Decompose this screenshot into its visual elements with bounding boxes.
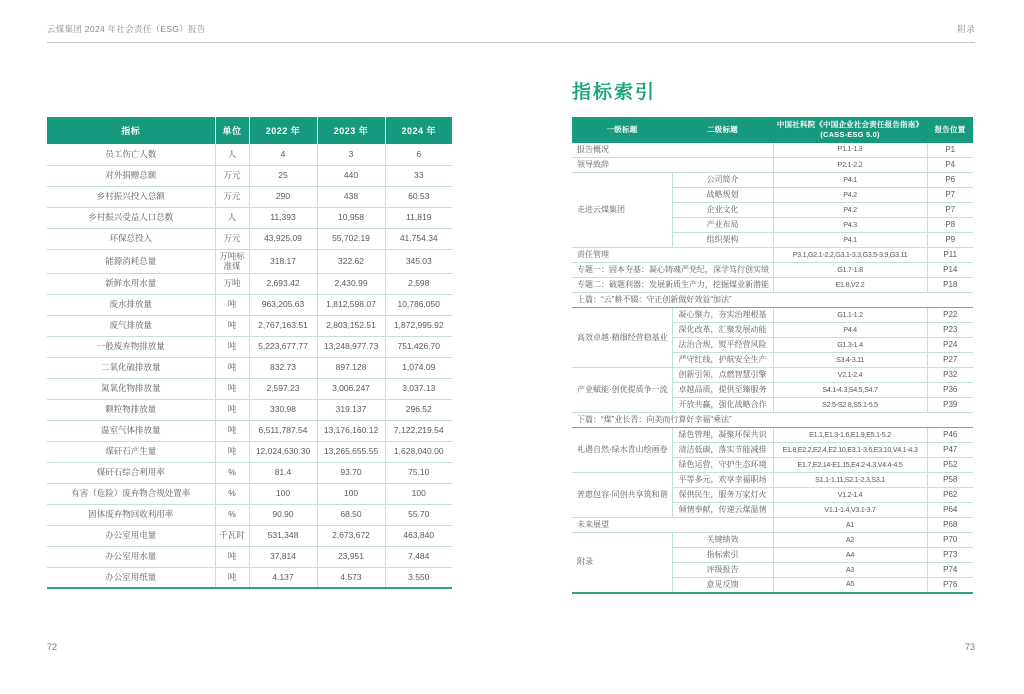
value-cell: 6: [385, 144, 452, 165]
value-cell: 4.573: [317, 567, 385, 588]
level2-title-cell: 凝心聚力，夯实治理根基: [672, 308, 773, 323]
value-cell: 7,484: [385, 546, 452, 567]
value-cell: 100: [317, 483, 385, 504]
value-cell: 2,598: [385, 273, 452, 294]
value-cell: 322.62: [317, 249, 385, 273]
value-cell: 296.52: [385, 399, 452, 420]
level2-title-cell: 清洁低碳，落实节能减排: [672, 443, 773, 458]
value-cell: 5,223,677.77: [249, 336, 317, 357]
table-row: [47, 273, 452, 294]
indicator-index-table: [572, 117, 973, 594]
level2-title-cell: 产业布局: [672, 218, 773, 233]
value-cell: 2,430.99: [317, 273, 385, 294]
value-cell: 1,074.09: [385, 357, 452, 378]
value-cell: 3.550: [385, 567, 452, 588]
cass-index-cell: P1.1-1.3: [773, 143, 927, 158]
table-row: [572, 533, 973, 548]
value-cell: 13,176,160.12: [317, 420, 385, 441]
cass-index-cell: P4.2: [773, 188, 927, 203]
value-cell: 43,925.09: [249, 228, 317, 249]
value-cell: 3: [317, 144, 385, 165]
report-location-cell: P27: [927, 353, 973, 368]
level2-title-cell: 法治合规，熨平经营风险: [672, 338, 773, 353]
unit-cell: %: [215, 483, 249, 504]
unit-cell: 万元: [215, 228, 249, 249]
value-cell: 1,872,995.92: [385, 315, 452, 336]
table-row: [47, 315, 452, 336]
level2-title-cell: 关键绩效: [672, 533, 773, 548]
table-row: [572, 473, 973, 488]
table-row: [572, 263, 973, 278]
unit-cell: 吨: [215, 546, 249, 567]
level1-title-cell: 责任管理: [572, 248, 773, 263]
value-cell: 345.03: [385, 249, 452, 273]
table-row: [47, 525, 452, 546]
report-location-cell: P14: [927, 263, 973, 278]
value-cell: 12,024,630.30: [249, 441, 317, 462]
table-row: [47, 546, 452, 567]
indicator-cell: 温室气体排放量: [47, 420, 215, 441]
value-cell: 2,673,672: [317, 525, 385, 546]
level2-title-cell: 平等多元，欢享幸福职场: [672, 473, 773, 488]
value-cell: 963,205.63: [249, 294, 317, 315]
level2-title-cell: 评级报告: [672, 563, 773, 578]
report-location-cell: P68: [927, 518, 973, 533]
column-header-level1: 一级标题: [572, 117, 672, 143]
indicator-cell: 能源消耗总量: [47, 249, 215, 273]
level2-title-cell: 卓越品质，提供至臻服务: [672, 383, 773, 398]
unit-cell: 吨: [215, 399, 249, 420]
indicator-cell: 办公室用电量: [47, 525, 215, 546]
header-row: [572, 117, 973, 143]
value-cell: 440: [317, 165, 385, 186]
value-cell: 11,819: [385, 207, 452, 228]
level2-title-cell: 倾情奉献，传递云煤温情: [672, 503, 773, 518]
value-cell: 6,511,787.54: [249, 420, 317, 441]
page-number-left: 72: [47, 642, 58, 652]
table-row: [47, 357, 452, 378]
value-cell: 2,693.42: [249, 273, 317, 294]
report-location-cell: P4: [927, 158, 973, 173]
cass-index-cell: A1: [773, 518, 927, 533]
value-cell: 463,840: [385, 525, 452, 546]
page-number-right: 73: [964, 642, 975, 652]
table-row: [47, 462, 452, 483]
header-row: [47, 117, 452, 144]
table-row: [47, 186, 452, 207]
value-cell: 55.70: [385, 504, 452, 525]
report-location-cell: P58: [927, 473, 973, 488]
table-row: [47, 567, 452, 588]
unit-cell: 人: [215, 144, 249, 165]
value-cell: 2,767,163.51: [249, 315, 317, 336]
cass-header-line2: (CASS-ESG 5.0): [820, 129, 880, 139]
column-header-2024: 2024 年: [385, 117, 452, 144]
value-cell: 37,814: [249, 546, 317, 567]
report-location-cell: P74: [927, 563, 973, 578]
section-divider-row: [572, 293, 973, 308]
level1-title-cell: 普惠包容·同创共享筑和谐: [572, 473, 672, 518]
unit-cell: 吨: [215, 378, 249, 399]
indicator-cell: 废水排放量: [47, 294, 215, 315]
index-table-body: [572, 143, 973, 593]
value-cell: 68.50: [317, 504, 385, 525]
report-location-cell: P62: [927, 488, 973, 503]
cass-index-cell: A5: [773, 578, 927, 593]
value-cell: 438: [317, 186, 385, 207]
table-row: [572, 158, 973, 173]
cass-index-cell: S3.4-3.11: [773, 353, 927, 368]
report-location-cell: P18: [927, 278, 973, 293]
value-cell: 3,006.247: [317, 378, 385, 399]
level1-title-cell: 报告概况: [572, 143, 773, 158]
indicator-cell: 二氧化硫排放量: [47, 357, 215, 378]
page-title: 指标索引: [572, 82, 657, 103]
report-location-cell: P1: [927, 143, 973, 158]
indicator-cell: 乡村振兴投入总额: [47, 186, 215, 207]
value-cell: 330.98: [249, 399, 317, 420]
report-location-cell: P7: [927, 188, 973, 203]
value-cell: 81.4: [249, 462, 317, 483]
table-row: [572, 173, 973, 188]
table-row: [47, 144, 452, 165]
cass-index-cell: A4: [773, 548, 927, 563]
value-cell: 531,348: [249, 525, 317, 546]
level1-title-cell: 走进云煤集团: [572, 173, 672, 248]
report-location-cell: P46: [927, 428, 973, 443]
indicator-cell: 废气排放量: [47, 315, 215, 336]
table-row: [47, 207, 452, 228]
cass-index-cell: V1.1-1.4,V3.1-3.7: [773, 503, 927, 518]
level2-title-cell: 保供民生，服务万家灯火: [672, 488, 773, 503]
report-location-cell: P8: [927, 218, 973, 233]
level1-title-cell: 产业赋能·创优提质争一流: [572, 368, 672, 413]
unit-cell: 吨: [215, 294, 249, 315]
indicator-cell: 新鲜水用水量: [47, 273, 215, 294]
cass-index-cell: G1.3-1.4: [773, 338, 927, 353]
value-cell: 7,122,219.54: [385, 420, 452, 441]
value-cell: 1,628,040.00: [385, 441, 452, 462]
level2-title-cell: 绿色管理，凝聚环保共识: [672, 428, 773, 443]
kpi-table-body: [47, 144, 452, 588]
indicator-cell: 乡村振兴受益人口总数: [47, 207, 215, 228]
section-divider-cell: 上篇：“云”耕不辍：守正创新做好效益“加法”: [572, 293, 973, 308]
indicator-cell: 有害（危险）废弃物合规处置率: [47, 483, 215, 504]
report-location-cell: P39: [927, 398, 973, 413]
column-header-indicator: 指标: [47, 117, 215, 144]
indicator-cell: 对外捐赠总额: [47, 165, 215, 186]
column-header-location: 报告位置: [927, 117, 973, 143]
unit-cell: %: [215, 504, 249, 525]
level1-title-cell: 未来展望: [572, 518, 773, 533]
unit-cell: 万吨: [215, 273, 249, 294]
cass-index-cell: P4.2: [773, 203, 927, 218]
report-location-cell: P52: [927, 458, 973, 473]
level2-title-cell: 指标索引: [672, 548, 773, 563]
unit-cell: %: [215, 462, 249, 483]
table-row: [47, 378, 452, 399]
value-cell: 13,265,655.55: [317, 441, 385, 462]
cass-index-cell: S2.5-S2.8,S5.1-5.5: [773, 398, 927, 413]
value-cell: 319.137: [317, 399, 385, 420]
cass-index-cell: S1.1-1.11,S2.1-2.3,S3.1: [773, 473, 927, 488]
column-header-cass: [773, 117, 927, 143]
table-row: [47, 504, 452, 525]
table-row: [47, 249, 452, 273]
value-cell: 318.17: [249, 249, 317, 273]
level1-title-cell: 专题一：固本夯基：凝心铸魂严党纪，深学笃行创实绩: [572, 263, 773, 278]
report-location-cell: P73: [927, 548, 973, 563]
unit-cell: 吨: [215, 420, 249, 441]
cass-index-cell: P4.1: [773, 173, 927, 188]
level2-title-cell: 开放共赢，强化战略合作: [672, 398, 773, 413]
report-location-cell: P32: [927, 368, 973, 383]
report-location-cell: P47: [927, 443, 973, 458]
cass-index-cell: E1.8,V2.2: [773, 278, 927, 293]
section-divider-row: [572, 413, 973, 428]
value-cell: 25: [249, 165, 317, 186]
level2-title-cell: 意见反馈: [672, 578, 773, 593]
cass-header-line1: 中国社科院《中国企业社会责任报告指南》: [776, 120, 924, 129]
cass-index-cell: P4.4: [773, 323, 927, 338]
unit-cell: 吨: [215, 567, 249, 588]
indicator-cell: 煤矸石产生量: [47, 441, 215, 462]
report-location-cell: P70: [927, 533, 973, 548]
cass-index-cell: V2.1-2.4: [773, 368, 927, 383]
level1-title-cell: 专题二：破题利器：发展新质生产力，挖掘煤业新潜能: [572, 278, 773, 293]
cass-index-cell: A2: [773, 533, 927, 548]
value-cell: 897.128: [317, 357, 385, 378]
unit-cell: 万元: [215, 165, 249, 186]
cass-index-cell: V1.2-1.4: [773, 488, 927, 503]
value-cell: 751,426.70: [385, 336, 452, 357]
value-cell: 10,958: [317, 207, 385, 228]
table-row: [47, 228, 452, 249]
value-cell: 33: [385, 165, 452, 186]
cass-index-cell: S4.1-4.3,S4.5,S4.7: [773, 383, 927, 398]
column-header-unit: 单位: [215, 117, 249, 144]
level2-title-cell: 深化改革，汇聚发展动能: [672, 323, 773, 338]
unit-cell: 人: [215, 207, 249, 228]
indicator-cell: 办公室用纸量: [47, 567, 215, 588]
index-table-header: [572, 117, 973, 143]
table-row: [572, 143, 973, 158]
cass-index-cell: G1.7-1.8: [773, 263, 927, 278]
table-row: [572, 428, 973, 443]
value-cell: 75.10: [385, 462, 452, 483]
column-header-level2: 二级标题: [672, 117, 773, 143]
value-cell: 100: [249, 483, 317, 504]
cass-index-cell: P4.1: [773, 233, 927, 248]
table-row: [47, 399, 452, 420]
level2-title-cell: 战略规划: [672, 188, 773, 203]
value-cell: 41,754.34: [385, 228, 452, 249]
report-location-cell: P64: [927, 503, 973, 518]
level1-title-cell: 高效卓越·精细经营稳基业: [572, 308, 672, 368]
table-row: [47, 483, 452, 504]
value-cell: 90.90: [249, 504, 317, 525]
table-row: [572, 518, 973, 533]
running-header: [47, 0, 975, 43]
indicator-cell: 一般废弃物排放量: [47, 336, 215, 357]
report-location-cell: P36: [927, 383, 973, 398]
value-cell: 4.137: [249, 567, 317, 588]
indicator-cell: 煤矸石综合利用率: [47, 462, 215, 483]
section-name-text: 附录: [957, 24, 975, 34]
table-row: [47, 336, 452, 357]
level2-title-cell: 组织架构: [672, 233, 773, 248]
value-cell: 100: [385, 483, 452, 504]
unit-cell: 万元: [215, 186, 249, 207]
kpi-table: [47, 117, 452, 589]
cass-index-cell: P3.1,G2.1-2.2,G3.1-3.3,G3.5-3.9,G3.11: [773, 248, 927, 263]
unit-cell: 吨: [215, 441, 249, 462]
report-location-cell: P9: [927, 233, 973, 248]
value-cell: 60.53: [385, 186, 452, 207]
unit-cell: 吨: [215, 357, 249, 378]
value-cell: 23,951: [317, 546, 385, 567]
unit-cell: 吨: [215, 315, 249, 336]
table-row: [47, 165, 452, 186]
table-row: [47, 294, 452, 315]
value-cell: 13,248,977.73: [317, 336, 385, 357]
table-row: [572, 248, 973, 263]
value-cell: 55,702.19: [317, 228, 385, 249]
value-cell: 11,393: [249, 207, 317, 228]
indicator-cell: 氮氧化物排放量: [47, 378, 215, 399]
unit-cell: 吨: [215, 336, 249, 357]
value-cell: 290: [249, 186, 317, 207]
cass-index-cell: E1.8,E2.2,E2.4,E2.10,E3.1-3.6,E3.10,V4.1-4.3: [773, 443, 927, 458]
cass-index-cell: E1.1,E1.3-1.6,E1.9,E5.1-5.2: [773, 428, 927, 443]
cass-index-cell: P4.3: [773, 218, 927, 233]
section-divider-cell: 下篇：“煤”业长青：向美而行算好幸福“乘法”: [572, 413, 973, 428]
table-row: [572, 278, 973, 293]
cass-index-cell: A3: [773, 563, 927, 578]
indicator-cell: 固体废弃物回收利用率: [47, 504, 215, 525]
indicator-cell: 员工伤亡人数: [47, 144, 215, 165]
level2-title-cell: 严守红线，护航安全生产: [672, 353, 773, 368]
report-location-cell: P6: [927, 173, 973, 188]
cass-index-cell: E1.7,E2.14-E1.15,E4.2-4.3,V4.4-4.5: [773, 458, 927, 473]
unit-cell: 千瓦时: [215, 525, 249, 546]
value-cell: 832.73: [249, 357, 317, 378]
report-location-cell: P7: [927, 203, 973, 218]
level1-title-cell: 礼遇自然·绿水青山绘画卷: [572, 428, 672, 473]
value-cell: 93.70: [317, 462, 385, 483]
value-cell: 1,812,598.07: [317, 294, 385, 315]
value-cell: 10,786,050: [385, 294, 452, 315]
table-row: [47, 441, 452, 462]
report-location-cell: P24: [927, 338, 973, 353]
value-cell: 3,037.13: [385, 378, 452, 399]
value-cell: 4: [249, 144, 317, 165]
level1-title-cell: 附录: [572, 533, 672, 593]
unit-cell: 万吨标准煤: [215, 249, 249, 273]
value-cell: 2,597.23: [249, 378, 317, 399]
level2-title-cell: 企业文化: [672, 203, 773, 218]
table-row: [47, 420, 452, 441]
level1-title-cell: 领导致辞: [572, 158, 773, 173]
table-row: [572, 368, 973, 383]
level2-title-cell: 绿色运营，守护生态环境: [672, 458, 773, 473]
cass-index-cell: G1.1-1.2: [773, 308, 927, 323]
report-title-text: 云煤集团 2024 年社会责任（ESG）报告: [47, 24, 206, 34]
report-location-cell: P76: [927, 578, 973, 593]
report-location-cell: P23: [927, 323, 973, 338]
indicator-cell: 环保总投入: [47, 228, 215, 249]
level2-title-cell: 创新引领，点燃智慧引擎: [672, 368, 773, 383]
column-header-2022: 2022 年: [249, 117, 317, 144]
value-cell: 2,803,152.51: [317, 315, 385, 336]
indicator-cell: 颗粒物排放量: [47, 399, 215, 420]
indicator-cell: 办公室用水量: [47, 546, 215, 567]
report-location-cell: P11: [927, 248, 973, 263]
table-row: [572, 308, 973, 323]
level2-title-cell: 公司简介: [672, 173, 773, 188]
column-header-2023: 2023 年: [317, 117, 385, 144]
cass-index-cell: P2.1-2.2: [773, 158, 927, 173]
kpi-table-header: [47, 117, 452, 144]
report-location-cell: P22: [927, 308, 973, 323]
